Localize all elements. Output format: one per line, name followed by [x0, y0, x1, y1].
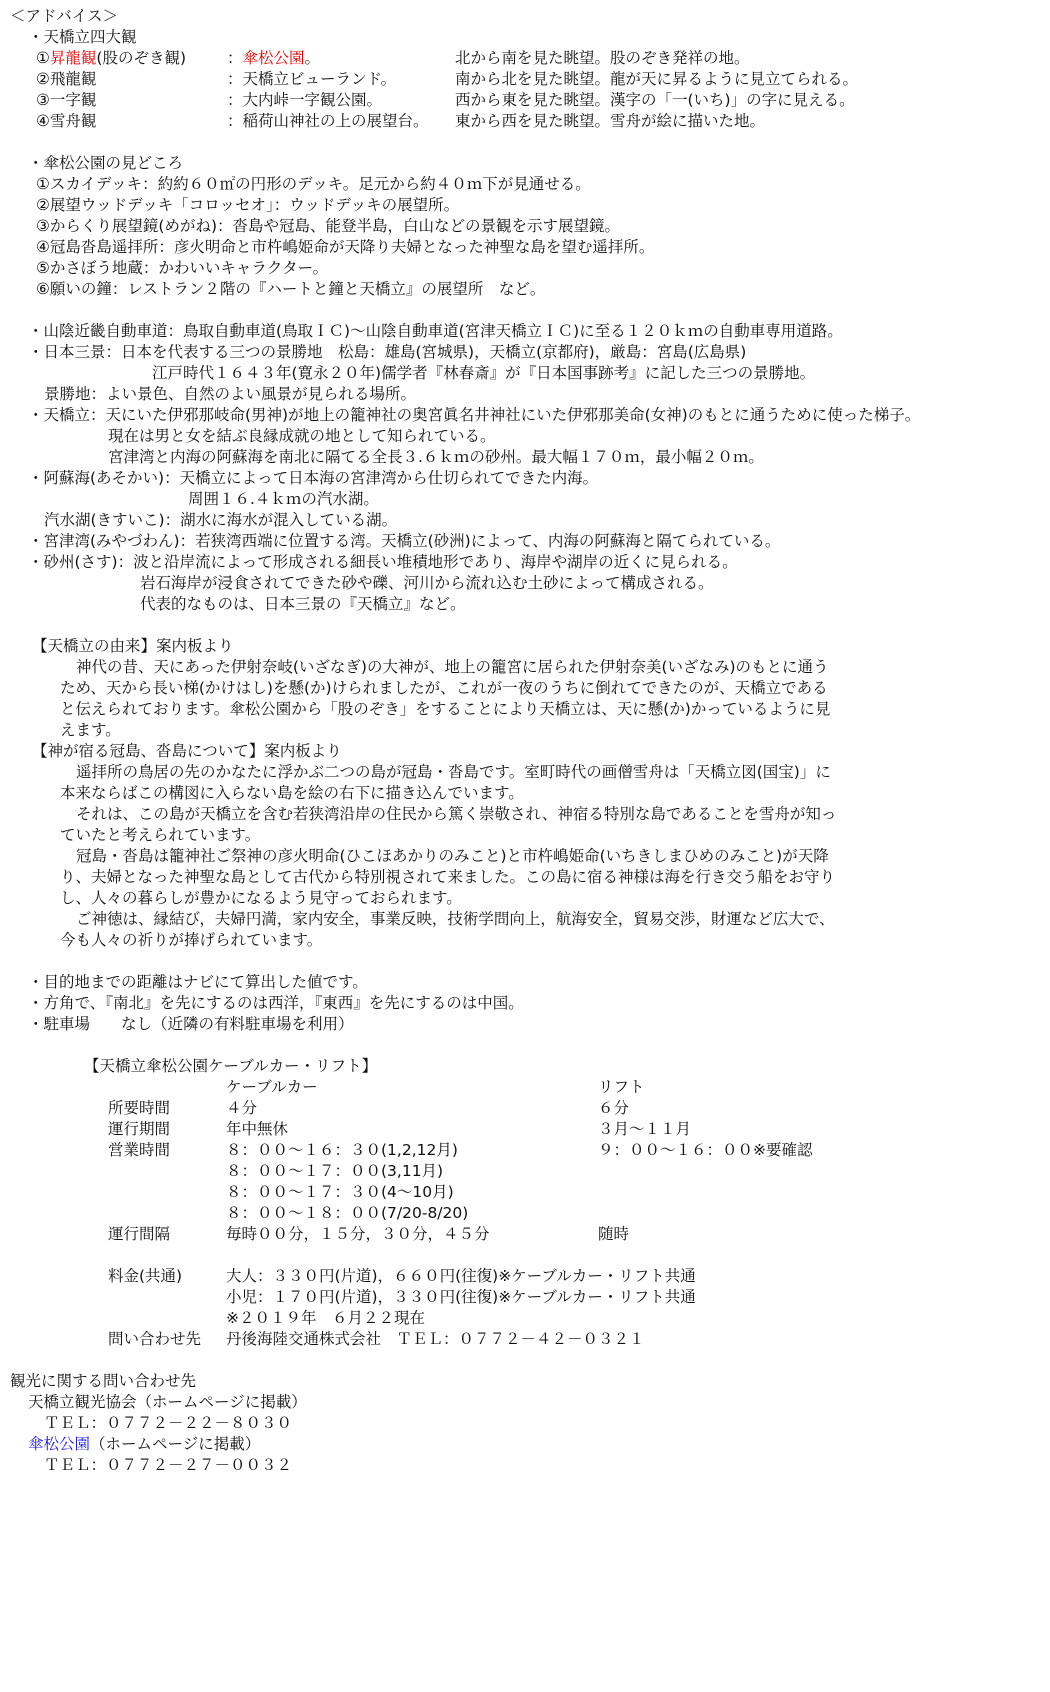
- origin-title: 【天橋立の由来】案内板より: [32, 637, 234, 655]
- hours-lift: ９：００～１６：００※要確認: [598, 1141, 813, 1159]
- kasamatsu-item: ②展望ウッドデッキ「コロッセオ」：ウッドデッキの展望所。: [36, 196, 460, 214]
- origin-line: えます。: [60, 721, 121, 739]
- islands-line: 冠島・沓島は籠神社ご祭神の彦火明命(ひこほあかりのみこと)と市杵嶋姫命(いちきしまひめのみこと)が天降: [76, 847, 829, 865]
- glossary-line: 江戸時代１６４３年(寛永２０年)儒学者『林春斎』が『日本国事跡考』に記した三つの景勝地。: [152, 364, 816, 382]
- islands-line: それは、この島が天橋立を含む若狭湾沿岸の住民から篤く崇敬され、神宿る特別な島であることを雪舟が知っ: [76, 805, 837, 823]
- kasamatsu-item: ⑤かさぼう地蔵：かわいいキャラクター。: [36, 259, 328, 277]
- kasamatsu-park-link[interactable]: 傘松公園: [28, 1435, 91, 1453]
- fare-date: ※２０１９年 ６月２２現在: [226, 1309, 425, 1327]
- fare-label: 料金(共通): [108, 1267, 183, 1285]
- glossary-line: 代表的なものは、日本三景の『天橋立』など。: [140, 595, 466, 613]
- lift-col-header: リフト: [598, 1078, 645, 1096]
- view-row-3-label: ③一字観: [36, 91, 97, 109]
- fare-adult: 大人：３３０円(片道)，６６０円(往復)※ケーブルカー・リフト共通: [226, 1267, 696, 1285]
- note-line: ・駐車場 なし（近隣の有料駐車場を利用）: [28, 1015, 354, 1033]
- tourism-org-1-tel: ＴＥＬ：０７７２－２２－８０３０: [44, 1414, 293, 1432]
- origin-line: 神代の昔、天にあった伊射奈岐(いざなぎ)の大神が、地上の籠宮に居られた伊射奈美(いざなみ)のもとに通う: [76, 658, 829, 676]
- glossary-line: ・日本三景：日本を代表する三つの景勝地 松島：雄島(宮城県)，天橋立(京都府)，厳島：宮島(広島県): [28, 343, 747, 361]
- glossary-line: ・天橋立：天にいた伊邪那岐命(男神)が地上の籠神社の奥宮眞名井神社にいた伊邪那美命(女神)のもとに通うために使った梯子。: [28, 406, 921, 424]
- islands-line: 本来ならばこの構図に入らない島を絵の右下に描き込んでいます。: [60, 784, 524, 802]
- glossary-line: ・阿蘇海(あそかい)：天橋立によって日本海の宮津湾から仕切られてできた内海。: [28, 469, 599, 487]
- time-label: 所要時間: [108, 1099, 171, 1117]
- advice-heading: ＜アドバイス＞: [10, 7, 119, 25]
- origin-line: と伝えられております。傘松公園から「股のぞき」をすることにより天橋立は、天に懸(か)かっているように見: [60, 700, 831, 718]
- hours-cable: ８：００～１７：００(3,11月): [226, 1162, 444, 1180]
- view-row-2-label: ②飛龍観: [36, 70, 97, 88]
- islands-line: 遥拝所の鳥居の先のかなたに浮かぶ二つの島が冠島・沓島です。室町時代の画僧雪舟は「天橋立図(国宝)」に: [76, 763, 831, 781]
- hours-cable: ８：００～１６：３０(1,2,12月): [226, 1141, 458, 1159]
- period-cable: 年中無休: [226, 1120, 289, 1138]
- kasamatsu-item: ⑥願いの鐘：レストラン２階の『ハートと鐘と天橋立』の展望所 など。: [36, 280, 546, 298]
- tourism-org-2: 傘松公園（ホームページに掲載）: [28, 1435, 261, 1453]
- glossary-line: 宮津湾と内海の阿蘇海を南北に隔てる全長３.６ｋｍの砂州。最大幅１７０ｍ，最小幅２０ｍ。: [108, 448, 764, 466]
- period-lift: ３月～１１月: [598, 1120, 692, 1138]
- note-line: ・方角で、『南北』を先にするのは西洋，『東西』を先にするのは中国。: [28, 994, 524, 1012]
- four-views-title: ・天橋立四大観: [28, 28, 137, 46]
- glossary-line: ・山陰近畿自動車道：鳥取自動車道(鳥取ＩＣ)～山陰自動車道(宮津天橋立ＩＣ)に至る１２０ｋｍの自動車専用道路。: [28, 322, 843, 340]
- contact-label: 問い合わせ先: [108, 1330, 202, 1348]
- islands-line: 今も人々の祈りが捧げられています。: [60, 931, 323, 949]
- glossary-line: 周囲１６.４ｋｍの汽水湖。: [188, 490, 379, 508]
- view-row-1-place: ：傘松公園。: [227, 49, 321, 67]
- tourism-title: 観光に関する問い合わせ先: [10, 1372, 197, 1390]
- hours-cable: ８：００～１８：００(7/20-8/20): [226, 1204, 469, 1222]
- tourism-org-1: 天橋立観光協会（ホームページに掲載）: [28, 1393, 307, 1411]
- hours-label: 営業時間: [108, 1141, 171, 1159]
- fare-child: 小児：１７０円(片道)，３３０円(往復)※ケーブルカー・リフト共通: [226, 1288, 696, 1306]
- cable-col-header: ケーブルカー: [226, 1078, 318, 1096]
- islands-title: 【神が宿る冠島、沓島について】案内板より: [32, 742, 342, 760]
- islands-line: り、夫婦となった神聖な島として古代から特別視されて来ました。この島に宿る神様は海を行き交う船をお守り: [60, 868, 836, 886]
- cable-title: 【天橋立傘松公園ケーブルカー・リフト】: [84, 1057, 378, 1075]
- period-label: 運行期間: [108, 1120, 171, 1138]
- interval-cable: 毎時００分，１５分，３０分，４５分: [226, 1225, 490, 1243]
- view-row-4-desc: 東から西を見た眺望。雪舟が絵に描いた地。: [455, 112, 766, 130]
- islands-line: し、人々の暮らしが豊かになるよう見守っておられます。: [60, 889, 462, 907]
- islands-line: ご神徳は、縁結び，夫婦円満，家内安全，事業反映，技術学問向上，航海安全，貿易交渉，財運など広大で、: [76, 910, 835, 928]
- view-row-4-place: ：稲荷山神社の上の展望台。: [227, 112, 429, 130]
- view-row-1-desc: 北から南を見た眺望。股のぞき発祥の地。: [455, 49, 750, 67]
- hours-cable: ８：００～１７：３０(4～10月): [226, 1183, 454, 1201]
- note-line: ・目的地までの距離はナビにて算出した値です。: [28, 973, 368, 991]
- glossary-line: ・砂州(さす)：波と沿岸流によって形成される細長い堆積地形であり、海岸や湖岸の近くに見られる。: [28, 553, 738, 571]
- interval-label: 運行間隔: [108, 1225, 171, 1243]
- view-row-1-label: ①昇龍観(股のぞき観): [36, 49, 187, 67]
- view-row-3-desc: 西から東を見た眺望。漢字の「一(いち)」の字に見える。: [455, 91, 855, 109]
- tourism-org-2-tel: ＴＥＬ：０７７２－２７－００３２: [44, 1456, 293, 1474]
- view-row-2-place: ：天橋立ビューランド。: [227, 70, 397, 88]
- glossary-line: ・宮津湾(みやづわん)：若狭湾西端に位置する湾。天橋立(砂洲)によって、内海の阿蘇海と隔てられている。: [28, 532, 781, 550]
- contact-value: 丹後海陸交通株式会社 ＴＥＬ：０７７２－４２－０３２１: [226, 1330, 645, 1348]
- interval-lift: 随時: [598, 1225, 630, 1243]
- kasamatsu-item: ③からくり展望鏡(めがね)：沓島や冠島、能登半島，白山などの景観を示す展望鏡。: [36, 217, 620, 235]
- kasamatsu-item: ④冠島沓島遥拝所：彦火明命と市杵嶋姫命が天降り夫婦となった神聖な島を望む遥拝所。: [36, 238, 655, 256]
- place-kasamatsu-park: 傘松公園: [242, 49, 305, 67]
- glossary-line: 汽水湖(きすいこ)：湖水に海水が混入している湖。: [44, 511, 398, 529]
- kasamatsu-item: ①スカイデッキ：約約６０㎡の円形のデッキ。足元から約４０ｍ下が見通せる。: [36, 175, 591, 193]
- glossary-line: 景勝地：よい景色、自然のよい風景が見られる場所。: [44, 385, 417, 403]
- view-row-4-label: ④雪舟観: [36, 112, 97, 130]
- time-cable: ４分: [226, 1099, 258, 1117]
- view-row-3-place: ：大内峠一字観公園。: [227, 91, 383, 109]
- kasamatsu-title: ・傘松公園の見どころ: [28, 154, 184, 172]
- time-lift: ６分: [598, 1099, 630, 1117]
- islands-line: ていたと考えられています。: [60, 826, 261, 844]
- view-name-shoryukan: 昇龍観: [49, 49, 97, 67]
- origin-line: ため、天から長い梯(かけはし)を懸(か)けられましたが、これが一夜のうちに倒れてできたのが、天橋立である: [60, 679, 828, 697]
- glossary-line: 岩石海岸が浸食されてできた砂や礫、河川から流れ込む土砂によって構成される。: [140, 574, 714, 592]
- view-row-2-desc: 南から北を見た眺望。龍が天に昇るように見立てられる。: [455, 70, 859, 88]
- glossary-line: 現在は男と女を結ぶ良縁成就の地として知られている。: [108, 427, 496, 445]
